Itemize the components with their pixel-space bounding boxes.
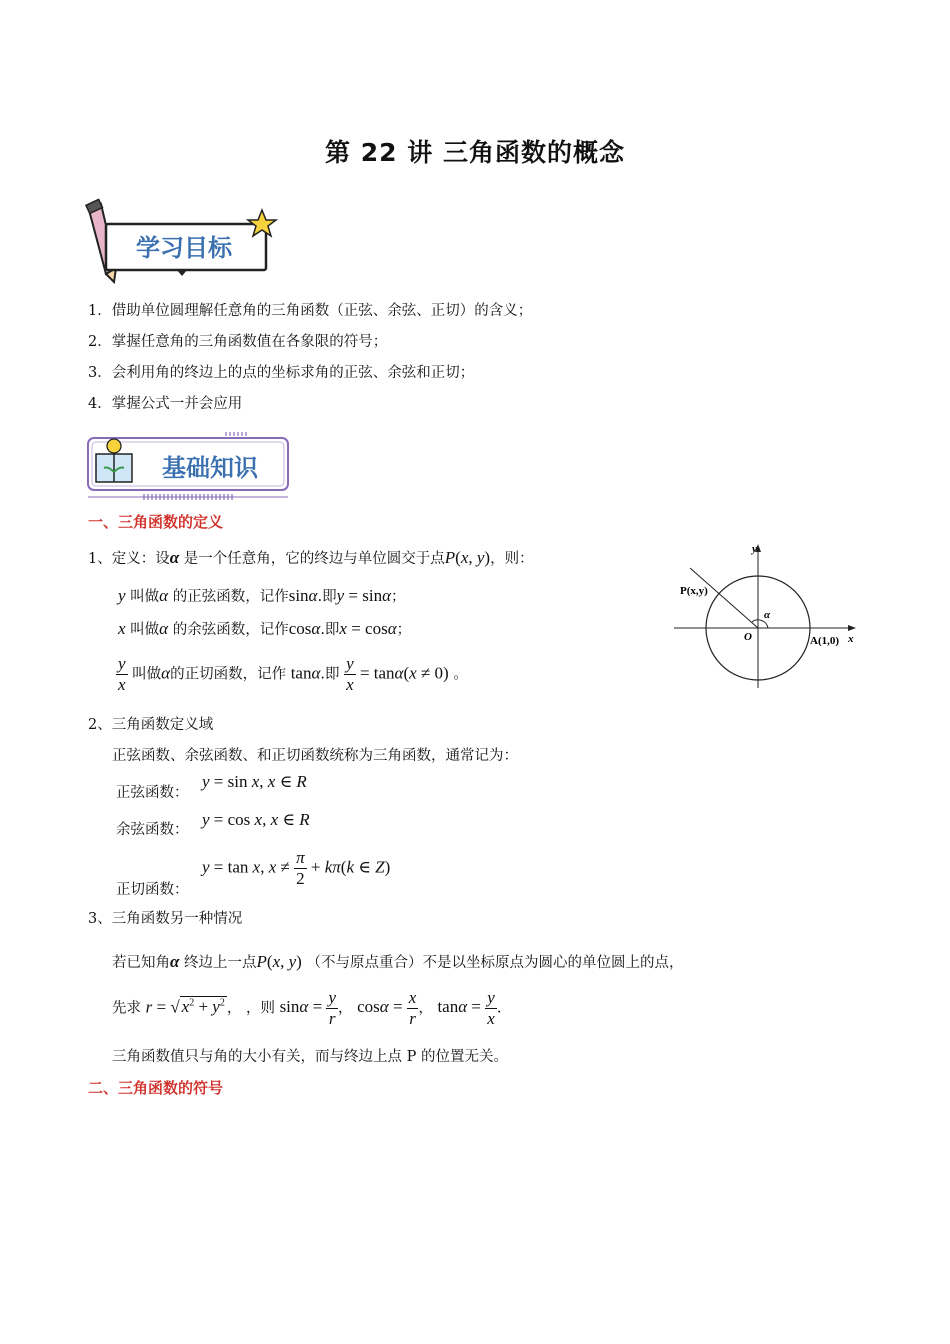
sine-formula: y = sin x, x ∈ R <box>202 772 307 791</box>
tangent-formula: y = tan x, x ≠ $\frac{\pi}{2}$ + kπ(k ∈ Z) <box>202 848 391 888</box>
origin-label: O <box>744 631 752 643</box>
objective-2: 2．掌握任意角的三角函数值在各象限的符号； <box>88 334 388 350</box>
point-p-label: P(x,y) <box>680 585 708 597</box>
section1-heading: 一、三角函数的定义 <box>88 513 224 531</box>
page-title: 第 22 讲 三角函数的概念 <box>325 138 625 167</box>
case-heading: 3、三角函数另一种情况 <box>88 911 243 927</box>
unit-circle-figure <box>672 538 862 690</box>
domain-heading: 2、三角函数定义域 <box>88 717 214 733</box>
section2-heading: 二、三角函数的符号 <box>88 1079 224 1097</box>
objectives-badge-label: 学习目标 <box>136 234 232 262</box>
definition-line: 1、定义：设α 是一个任意角，它的终边与单位圆交于点P(x, y)，则： <box>88 548 534 567</box>
radius-formula-line: 先求 r = √ $x^2 + y^2$ ， ，则 sinα = $\frac{y}{r}$ ， cosα = $\frac{x}{r}$ ， tanα = $\frac{y}{x}$ . <box>112 988 502 1028</box>
cosine-formula: y = cos x, x ∈ R <box>202 810 310 829</box>
point-a-label: A(1,0) <box>810 635 840 647</box>
cosine-definition: x 叫做α 的余弦函数，记作cosα.即x = cosα； <box>118 619 412 638</box>
note-text: 三角函数值只与角的大小有关，而与终边上点 P 的位置无关。 <box>112 1049 508 1065</box>
basics-badge <box>84 432 294 504</box>
objectives-badge <box>84 198 284 288</box>
tangent-label: 正切函数： <box>116 882 189 898</box>
objective-3: 3．会利用角的终边上的点的坐标求角的正弦、余弦和正切； <box>88 365 475 381</box>
tangent-definition: $\frac{y}{x}$ 叫做α的正切函数，记作 tanα.即 $\frac{y}{x}$ = tanα(x ≠ 0) 。 <box>118 654 468 694</box>
y-axis-label: y <box>752 543 757 555</box>
objective-4: 4．掌握公式一并会应用 <box>88 396 243 412</box>
case-text: 若已知角α 终边上一点P(x, y) （不与原点重合）不是以坐标原点为圆心的单位圆上的点， <box>112 952 684 971</box>
angle-label: α <box>764 609 771 621</box>
domain-text: 正弦函数、余弦函数、和正切函数统称为三角函数，通常记为： <box>112 748 518 764</box>
basics-badge-label: 基础知识 <box>162 454 258 482</box>
sine-definition: y 叫做α 的正弦函数，记作sinα.即y = sinα； <box>118 586 406 605</box>
sine-label: 正弦函数： <box>116 785 189 801</box>
cosine-label: 余弦函数： <box>116 822 189 838</box>
x-axis-label: x <box>848 633 854 645</box>
objective-1: 1．借助单位圆理解任意角的三角函数（正弦、余弦、正切）的含义； <box>88 303 533 319</box>
